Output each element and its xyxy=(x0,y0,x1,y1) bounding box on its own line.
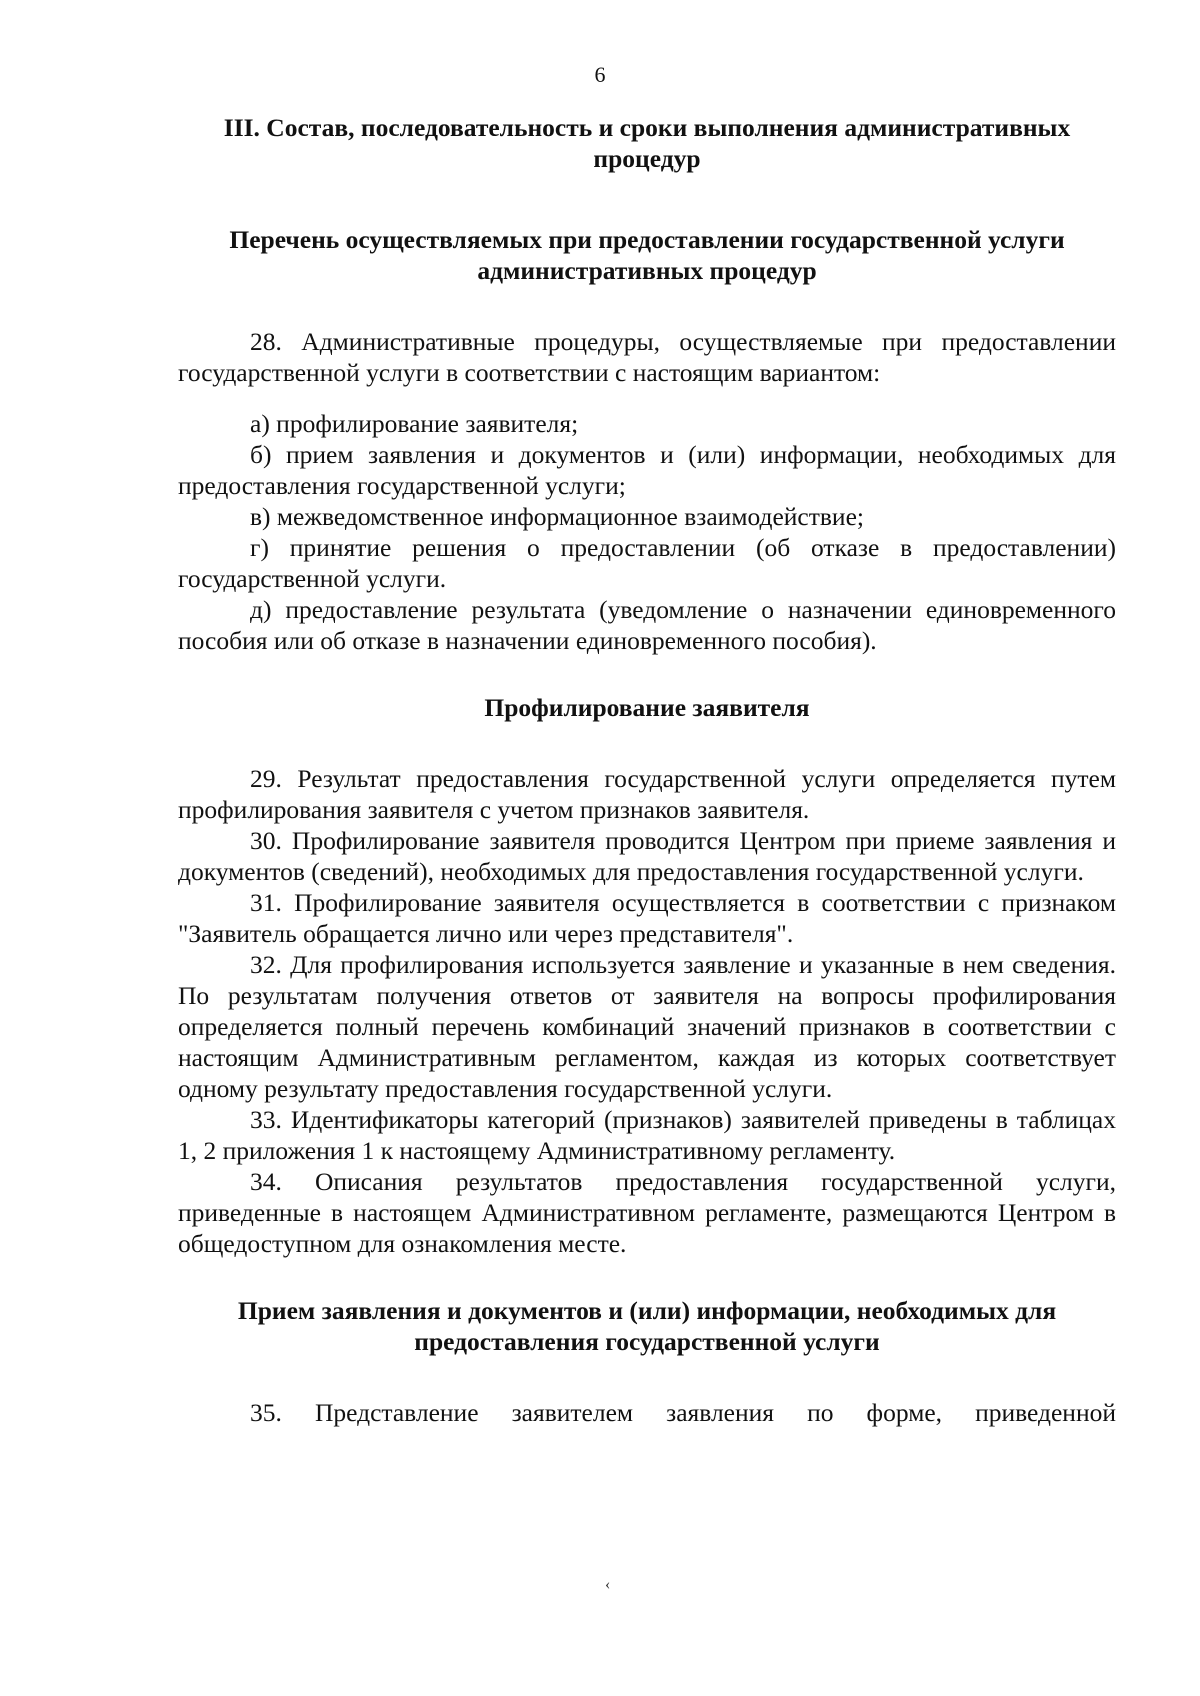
page-number: 6 xyxy=(594,62,606,87)
paragraph-31: 31. Профилирование заявителя осуществляется в соответствии с признаком "Заявитель обращается лично или через представителя". xyxy=(178,888,1116,948)
paragraph-35: 35. Представление заявителем заявления по форме, приведенной xyxy=(250,1398,1116,1427)
list-item-v: в) межведомственное информационное взаимодействие; xyxy=(250,502,864,531)
paragraph-28: 28. Административные процедуры, осуществляемые при предоставлении государственной услуги в соответствии с настоящим вариантом: xyxy=(178,327,1116,387)
paragraph-33: 33. Идентификаторы категорий (признаков) заявителей приведены в таблицах 1, 2 приложения 1 к настоящему Административному регламенту. xyxy=(178,1105,1116,1165)
subsection-title-profiling: Профилирование заявителя xyxy=(484,693,810,722)
paragraph-30: 30. Профилирование заявителя проводится Центром при приеме заявления и документов (сведений), необходимых для предоставления государственной услуги. xyxy=(178,826,1116,886)
paragraph-29: 29. Результат предоставления государственной услуги определяется путем профилирования заявителя с учетом признаков заявителя. xyxy=(178,764,1116,824)
subsection-title-reception: Прием заявления и документов и (или) информации, необходимых для предоставления государственной услуги xyxy=(237,1296,1057,1356)
list-item-a: а) профилирование заявителя; xyxy=(250,409,579,438)
list-item-b: б) прием заявления и документов и (или) информации, необходимых для предоставления государственной услуги; xyxy=(178,440,1116,500)
paragraph-32: 32. Для профилирования используется заявление и указанные в нем сведения. По результатам получения ответов от заявителя на вопросы профилирования определяется полный перечень комбинаций значений признаков в соответствии с настоящим Административным регламентом, каждая из которых соответствует одному результату предоставления государственной услуги. xyxy=(178,950,1116,1103)
list-item-d: д) предоставление результата (уведомление о назначении единовременного пособия или об отказе в назначении единовременного пособия). xyxy=(178,595,1116,655)
section-title: III. Состав, последовательность и сроки выполнения административных процедур xyxy=(223,113,1071,173)
subsection-title-procedures: Перечень осуществляемых при предоставлении государственной услуги административных процедур xyxy=(229,225,1065,285)
document-body xyxy=(178,112,1116,1428)
paragraph-34: 34. Описания результатов предоставления государственной услуги, приведенные в настоящем Административном регламенте, размещаются Центром в общедоступном для ознакомления месте. xyxy=(178,1167,1116,1258)
scan-mark: ‹ xyxy=(605,1576,611,1593)
list-item-g: г) принятие решения о предоставлении (об отказе в предоставлении) государственной услуги. xyxy=(178,533,1116,593)
